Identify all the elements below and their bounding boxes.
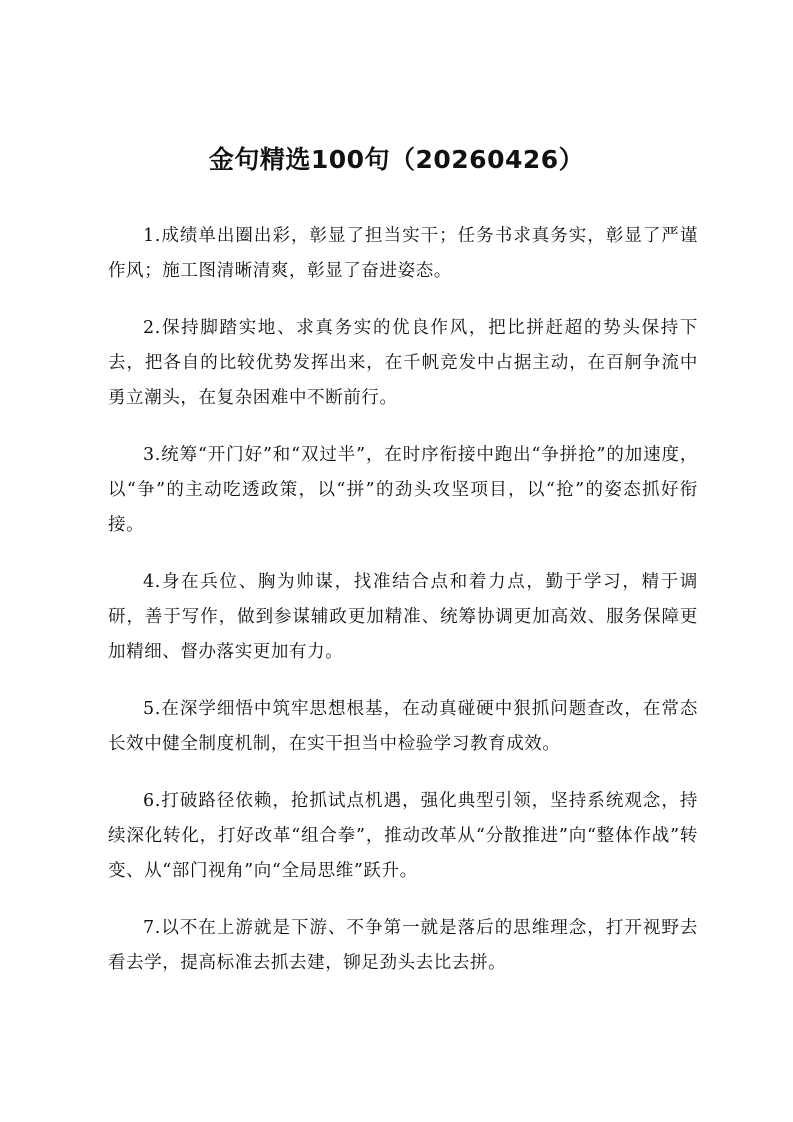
paragraph-3: 3.统筹“开门好”和“双过半”，在时序衔接中跑出“争拼抢”的加速度，以“争”的主动吃透政策，以“拼”的劲头攻坚项目，以“抢”的姿态抓好衔接。: [108, 445, 698, 535]
paragraph-4: 4.身在兵位、胸为帅谋，找准结合点和着力点，勤于学习，精于调研，善于写作，做到参谋辅政更加精准、统筹协调更加高效、服务保障更加精细、督办落实更加有力。: [108, 572, 698, 662]
paragraph-1: 1.成绩单出圈出彩，彰显了担当实干；任务书求真务实，彰显了严谨作风；施工图清晰清爽，彰显了奋进姿态。: [108, 226, 698, 281]
paragraph-6: 6.打破路径依赖，抢抓试点机遇，强化典型引领，坚持系统观念，持续深化转化，打好改革“组合拳”，推动改革从“分散推进”向“整体作战”转变、从“部门视角”向“全局思维”跃升。: [108, 791, 698, 881]
document-body: [108, 219, 698, 1003]
document-title: 金句精选100句（20260426）: [208, 145, 585, 174]
paragraph-2: 2.保持脚踏实地、求真务实的优良作风，把比拼赶超的势头保持下去，把各自的比较优势发挥出来，在千帆竞发中占据主动，在百舸争流中勇立潮头，在复杂困难中不断前行。: [108, 318, 698, 408]
paragraph-5: 5.在深学细悟中筑牢思想根基，在动真碰硬中狠抓问题查改，在常态长效中健全制度机制，在实干担当中检验学习教育成效。: [108, 699, 698, 754]
paragraph-7: 7.以不在上游就是下游、不争第一就是落后的思维理念，打开视野去看去学，提高标准去抓去建，铆足劲头去比去拼。: [108, 918, 698, 973]
